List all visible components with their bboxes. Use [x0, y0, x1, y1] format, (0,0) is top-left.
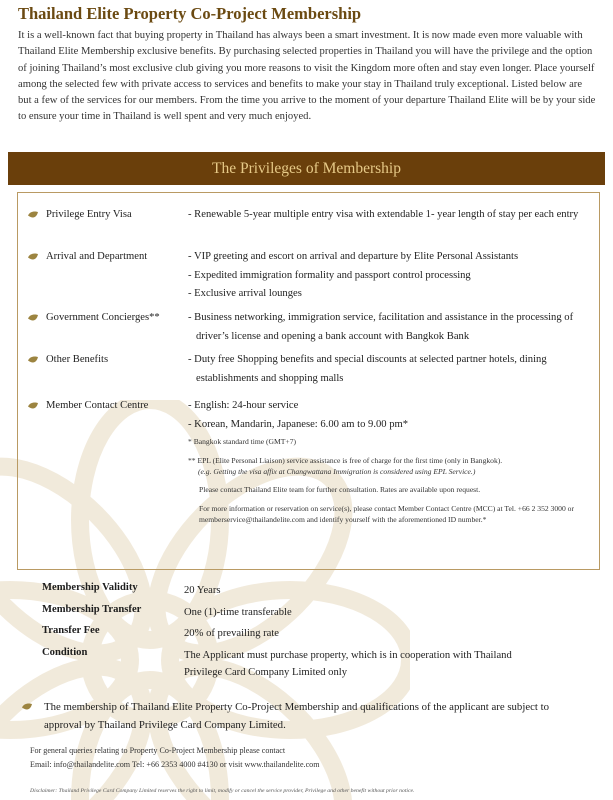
- consultation-note: Please contact Thailand Elite team for further consultation. Rates are available upon request.: [199, 485, 481, 494]
- leaf-bullet-icon: [28, 253, 38, 262]
- term-value: 20% of prevailing rate: [184, 628, 280, 639]
- leaf-bullet-icon: [28, 314, 38, 323]
- privilege-value: - Duty free Shopping benefits and special discounts at selected partner hotels, dining establishments and shopping malls: [188, 354, 547, 384]
- contact-line: For general queries relating to Property Co-Project Membership please contact: [30, 746, 286, 755]
- leaf-bullet-icon: [28, 402, 38, 411]
- privilege-value: - VIP greeting and escort on arrival and departure by Elite Personal Assistants: [188, 251, 519, 262]
- term-value: 20 Years: [184, 585, 221, 596]
- footnote-double-star: ** EPL (Elite Personal Liaison) service assistance is free of charge for the first time (only in Bangkok).: [188, 456, 503, 465]
- footnote-example: (e.g. Getting the visa affix at Changwattana Immigration is considered using EPL Service.): [198, 467, 476, 476]
- approval-note: [22, 699, 582, 734]
- approval-text: The membership of Thailand Elite Property Co-Project Membership and qualifications of the applicant are subject to approval by Thailand Privilege Card Company Limited.: [44, 701, 550, 731]
- privilege-value: - Renewable 5-year multiple entry visa with extendable 1- year length of stay per each entry: [188, 209, 579, 220]
- privilege-value: - Business networking, immigration service, facilitation and assistance in the processing of driver’s license and opening a bank account with Bangkok Bank: [188, 312, 574, 342]
- privilege-label: Government Concierges**: [46, 312, 160, 323]
- privilege-label: Member Contact Centre: [46, 400, 149, 411]
- footnote-star: * Bangkok standard time (GMT+7): [188, 437, 297, 446]
- privilege-label: Other Benefits: [46, 354, 109, 365]
- privilege-value: - Expedited immigration formality and passport control processing: [188, 269, 471, 281]
- privilege-value: - Korean, Mandarin, Japanese: 6.00 am to 9.00 pm*: [188, 418, 409, 430]
- term-label: Condition: [42, 646, 88, 658]
- leaf-bullet-icon: [28, 211, 38, 220]
- more-info-note: For more information or reservation on service(s), please contact Member Contact Centre (MCC) at Tel. +66 2 352 3000 or memberservice@thailandelite.com and identify yourself with the aforementioned ID number.*: [199, 504, 574, 524]
- leaf-bullet-icon: [28, 356, 38, 365]
- term-value: The Applicant must purchase property, which is in cooperation with Thailand Privilege Card Company Limited only: [184, 649, 512, 678]
- intro-paragraph: It is a well-known fact that buying property in Thailand has always been a smart investment. It is now made even more valuable with Thailand Elite Membership exclusive benefits. By purchasing selected properties in Thailand you will have the privilege and the option of joining Thailand’s most exclusive club giving you more reasons to visit the Kingdom more often and stay even longer. Place yourself among the selected few with private access to services and benefits to make your stay in Thailand truly exceptional. Listed below are but a few of the services for our members. From the time you arrive to the moment of your departure Thailand Elite will be by your side to ensure your time in Thailand is well spent and very much enjoyed.: [18, 30, 596, 123]
- contact-info: [30, 744, 320, 771]
- contact-line: Email: info@thailandelite.com Tel: +66 2353 4000 #4130 or visit www.thailandelite.com: [30, 759, 320, 769]
- term-value: One (1)-time transferable: [184, 606, 292, 618]
- page-title: Thailand Elite Property Co-Project Membership: [18, 4, 362, 23]
- term-label: Membership Transfer: [42, 603, 142, 615]
- privilege-label: Arrival and Department: [46, 251, 148, 262]
- term-label: Membership Validity: [42, 582, 138, 593]
- privilege-value: - Exclusive arrival lounges: [188, 288, 302, 299]
- term-label: Transfer Fee: [42, 625, 100, 636]
- leaf-bullet-icon: [22, 703, 32, 712]
- disclaimer: Disclaimer: Thailand Privilege Card Company Limited reserves the right to limit, modify or cancel the service provider, Privilege and other benefit without prior notice.: [30, 788, 415, 794]
- privilege-label: Privilege Entry Visa: [46, 209, 132, 220]
- privilege-value: - English: 24-hour service: [188, 400, 299, 411]
- privileges-banner: The Privileges of Membership: [8, 152, 605, 185]
